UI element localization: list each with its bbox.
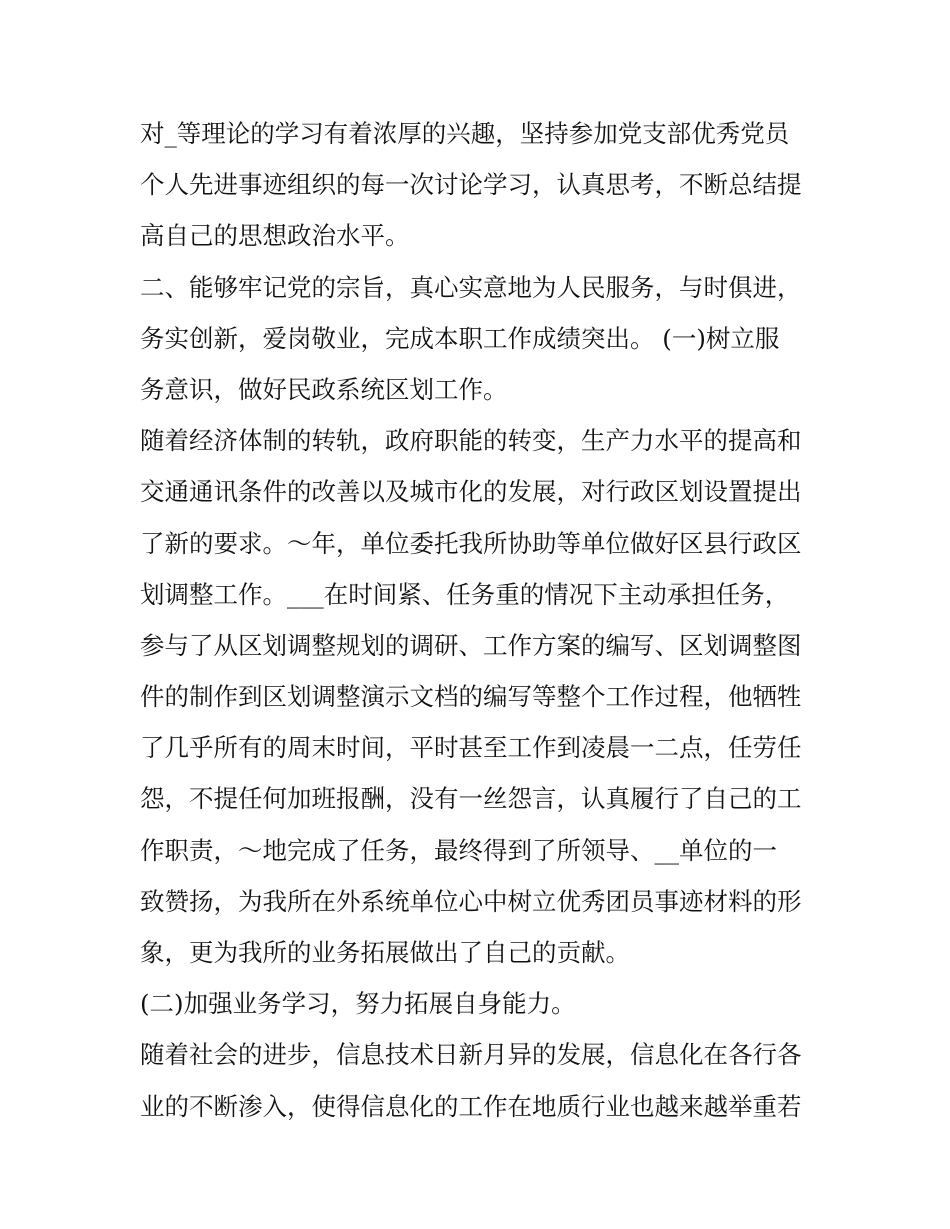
text-line: 务实创新，爱岗敬业，完成本职工作成绩突出。 (一)树立服	[140, 323, 780, 353]
text-line: 随着社会的进步，信息技术日新月异的发展，信息化在各行各	[140, 1040, 802, 1070]
text-line: 二、能够牢记党的宗旨，真心实意地为人民服务，与时俱进，	[140, 272, 802, 302]
text-line: 致赞扬，为我所在外系统单位心中树立优秀团员事迹材料的形	[140, 886, 802, 916]
text-line: 划调整工作。___在时间紧、任务重的情况下主动承担任务，	[140, 579, 790, 609]
text-line: 怨，不提任何加班报酬，没有一丝怨言，认真履行了自己的工	[140, 784, 802, 814]
text-line: 了几乎所有的周末时间，平时甚至工作到凌晨一二点，任劳任	[140, 733, 802, 763]
text-line: 作职责，～地完成了任务，最终得到了所领导、__单位的一	[140, 835, 777, 865]
text-line: 个人先进事迹组织的每一次讨论学习，认真思考，不断总结提	[140, 170, 802, 200]
text-line: 务意识，做好民政系统区划工作。	[140, 374, 508, 404]
text-line: 业的不断渗入，使得信息化的工作在地质行业也越来越举重若	[140, 1091, 802, 1121]
text-line: 对_等理论的学习有着浓厚的兴趣，坚持参加党支部优秀党员	[140, 119, 790, 148]
text-line: 象，更为我所的业务拓展做出了自己的贡献。	[140, 938, 630, 967]
text-line: 随着经济体制的转轨，政府职能的转变，生产力水平的提高和	[140, 426, 802, 456]
text-line: 参与了从区划调整规划的调研、工作方案的编写、区划调整图	[140, 630, 802, 660]
text-line: 高自己的思想政治水平。	[140, 221, 410, 251]
text-line: 了新的要求。～年，单位委托我所协助等单位做好区县行政区	[140, 528, 802, 558]
text-line: (二)加强业务学习，努力拓展自身能力。	[140, 989, 576, 1019]
document-body	[140, 108, 820, 1132]
text-line: 交通通讯条件的改善以及城市化的发展，对行政区划设置提出	[140, 477, 802, 507]
text-line: 件的制作到区划调整演示文档的编写等整个工作过程，他牺牲	[140, 682, 802, 712]
